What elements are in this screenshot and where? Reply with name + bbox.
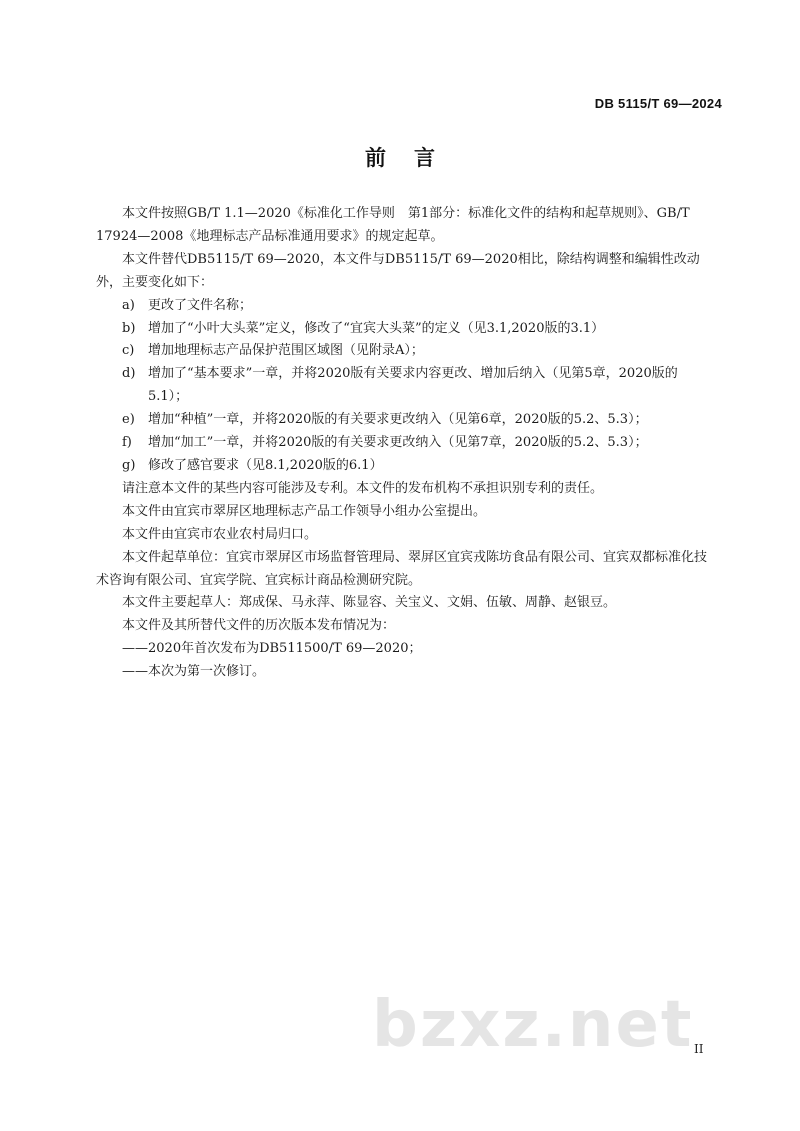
list-text: 增加“加工”一章，并将2020版的有关要求更改纳入（见第7章，2020版的5.2、5.3）；: [148, 435, 648, 451]
list-item: [96, 363, 708, 409]
history-item: ——2020年首次发布为DB511500/T 69—2020；: [122, 641, 422, 657]
document-code: DB 5115/T 69—2024: [594, 96, 722, 111]
list-text: 增加了“基本要求”一章，并将2020版有关要求内容更改、增加后纳入（见第5章，2020版的5.1）；: [148, 366, 678, 405]
list-text: 增加地理标志产品保护范围区域图（见附录A）；: [148, 343, 424, 359]
page-number: II: [694, 1042, 704, 1056]
document-body: [96, 203, 708, 684]
paragraph-proposer: 本文件由宜宾市翠屏区地理标志产品工作领导小组办公室提出。: [122, 503, 487, 519]
list-text: 更改了文件名称；: [148, 297, 253, 313]
paragraph-history-intro: 本文件及其所替代文件的历次版本发布情况为：: [122, 618, 396, 634]
paragraph-replacement: 本文件替代DB5115/T 69—2020，本文件与DB5115/T 69—2020相比，除结构调整和编辑性改动外，主要变化如下：: [96, 251, 700, 290]
list-text: 增加“种植”一章，并将2020版的有关要求更改纳入（见第6章，2020版的5.2、5.3）；: [148, 412, 648, 428]
list-marker: a): [122, 297, 135, 313]
list-text: 增加了“小叶大头菜”定义，修改了“宜宾大头菜”的定义（见3.1,2020版的3.1）: [148, 320, 605, 336]
paragraph-administrator: 本文件由宜宾市农业农村局归口。: [122, 526, 318, 542]
list-item: [96, 318, 708, 341]
list-marker: g): [122, 457, 136, 473]
list-item: [96, 409, 708, 432]
history-item: ——本次为第一次修订。: [122, 664, 266, 680]
paragraph-drafting-basis: 本文件按照GB/T 1.1—2020《标准化工作导则 第1部分：标准化文件的结构和起草规则》、GB/T 17924—2008《地理标志产品标准通用要求》的规定起草。: [96, 206, 690, 244]
paragraph-drafting-units: 本文件起草单位：宜宾市翠屏区市场监督管理局、翠屏区宜宾戎陈坊食品有限公司、宜宾双都标准化技术咨询有限公司、宜宾学院、宜宾标计商品检测研究院。: [96, 549, 708, 588]
list-marker: f): [122, 435, 132, 451]
list-item: [96, 455, 708, 478]
watermark: bzxz.net: [372, 988, 694, 1062]
list-marker: b): [122, 320, 136, 336]
paragraph-patent-notice: 请注意本文件的某些内容可能涉及专利。本文件的发布机构不承担识别专利的责任。: [122, 480, 604, 496]
list-item: [96, 340, 708, 363]
list-item: [96, 295, 708, 318]
list-item: [96, 432, 708, 455]
list-text: 修改了感官要求（见8.1,2020版的6.1）: [148, 457, 383, 473]
changes-list: [96, 295, 708, 478]
list-marker: d): [122, 366, 136, 382]
list-marker: c): [122, 343, 135, 359]
list-marker: e): [122, 412, 135, 428]
paragraph-drafters: 本文件主要起草人：郑成保、马永萍、陈显容、关宝义、文娟、伍敏、周静、赵银豆。: [122, 595, 617, 611]
page-title: 前言: [365, 146, 463, 170]
